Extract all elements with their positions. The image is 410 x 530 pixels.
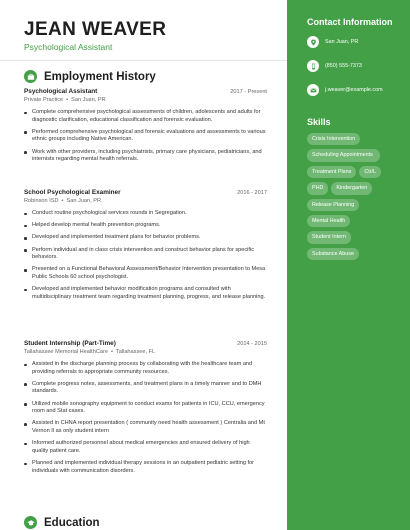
skill-tag: Release Planning — [307, 199, 359, 211]
envelope-icon — [307, 84, 319, 96]
header-divider — [0, 60, 287, 61]
job-bullets — [24, 361, 267, 475]
job-title: School Psychological Examiner — [24, 189, 121, 196]
list-item: Conduct routine psychological services rounds in Segregation. — [24, 210, 267, 218]
job-dates: 2017 - Present — [230, 89, 267, 95]
list-item: Planned and implemented individual therapy sessions in an outpatient pediatric setting for individuals with communication disorders. — [24, 460, 267, 475]
skill-tag: Mental Health — [307, 215, 350, 227]
list-item: Assisted in CHNA report presentation ( community need health assessment ) Centralia and Mt Vernon Il as only student intern — [24, 420, 267, 435]
job-location: San Juan, PR — [66, 198, 102, 204]
phone-icon — [307, 60, 319, 72]
contact-location — [307, 35, 400, 49]
skill-tag: Crisis Intervention — [307, 133, 360, 145]
list-item: Perform individual and in class crisis intervention and construct behavior plans for specific behaviors. — [24, 247, 267, 262]
job-entry — [24, 189, 267, 306]
contact-phone-text[interactable]: (850) 555-7373 — [325, 63, 362, 69]
graduation-cap-icon — [24, 516, 37, 529]
education-section-header — [24, 516, 100, 529]
education-section-title: Education — [44, 516, 100, 529]
skill-tag: Scheduling Appointments — [307, 149, 380, 161]
skills-section-title: Skills — [307, 117, 331, 127]
candidate-role: Psychological Assistant — [24, 42, 113, 52]
job-bullets — [24, 109, 267, 164]
contact-email[interactable] — [307, 83, 400, 97]
job-employer: Private Practice • San Juan, PR — [24, 97, 106, 103]
list-item: Helped develop mental health prevention programs. — [24, 222, 267, 230]
skill-tag: Student Intern — [307, 231, 351, 243]
job-bullets — [24, 210, 267, 301]
job-company: Private Practice — [24, 97, 64, 103]
list-item: Assisted in the discharge planning process by collaborating with the healthcare team and providing referrals to appropriate community resources. — [24, 361, 267, 376]
briefcase-icon — [24, 70, 37, 83]
job-company: Tallahassee Memorial HealthCare — [24, 349, 108, 355]
employment-section-header — [24, 70, 156, 83]
list-item: Complete progress notes, assessments, and treatment plans in a timely manner and to DMH standards. — [24, 381, 267, 396]
contact-location-text: San Juan, PR — [325, 39, 359, 45]
job-employer: Tallahassee Memorial HealthCare • Tallahassee, FL — [24, 349, 156, 355]
list-item: Utilized mobile sonography equipment to conduct exams for patients in ICU, CCU, emergency room and Stat cases. — [24, 401, 267, 416]
job-location: Tallahassee, FL — [115, 349, 156, 355]
job-dates: 2016 - 2017 — [237, 190, 267, 196]
contact-email-text[interactable]: j.weaver@example.com — [325, 87, 383, 93]
skills-list — [307, 133, 400, 264]
skill-tag: Kindergarten — [331, 182, 372, 194]
sidebar — [287, 0, 410, 530]
job-entry — [24, 340, 267, 480]
skill-tag: Ctr/L — [359, 166, 381, 178]
list-item: Developed and implemented behavior modification programs and consulted with multidisciplinary treatment team regarding treatment planning, progress, and release planning. — [24, 286, 267, 301]
list-item: Presented on a Functional Behavioral Assessment/Behavior Intervention presentation to Mesa Public Schools 60 school psychologist. — [24, 266, 267, 281]
job-dates: 2014 - 2015 — [237, 341, 267, 347]
job-title: Student Internship (Part-Time) — [24, 340, 116, 347]
skill-tag: PHD — [307, 182, 328, 194]
list-item: Complete comprehensive psychological assessments of children, adolescents and adults for diagnostic clarification, educational classification and forensic evaluation. — [24, 109, 267, 124]
employment-section-title: Employment History — [44, 70, 156, 83]
job-entry — [24, 88, 267, 168]
list-item: Performed comprehensive psychological and forensic evaluations and assessments to various ethnic groups including Native American. — [24, 129, 267, 144]
job-company: Robinson ISD — [24, 198, 59, 204]
job-location: San Juan, PR — [71, 97, 106, 103]
list-item: Developed and implemented treatment plans for behavior problems. — [24, 234, 267, 242]
list-item: Work with other providers, including psychiatrists, primary care physicians, pediatricians, and internists regarding mental health referrals. — [24, 149, 267, 164]
location-pin-icon — [307, 36, 319, 48]
job-title: Psychological Assistant — [24, 88, 98, 95]
list-item: Informed authorized personnel about medical emergencies and ensured delivery of high quality patient care. — [24, 440, 267, 455]
skill-tag: Substance Abuse — [307, 248, 359, 260]
job-employer: Robinson ISD • San Juan, PR — [24, 198, 102, 204]
contact-section-title: Contact Information — [307, 17, 393, 27]
contact-phone[interactable] — [307, 59, 400, 73]
contact-list — [307, 35, 400, 97]
candidate-name: JEAN WEAVER — [24, 19, 167, 40]
skill-tag: Treatment Plans — [307, 166, 356, 178]
